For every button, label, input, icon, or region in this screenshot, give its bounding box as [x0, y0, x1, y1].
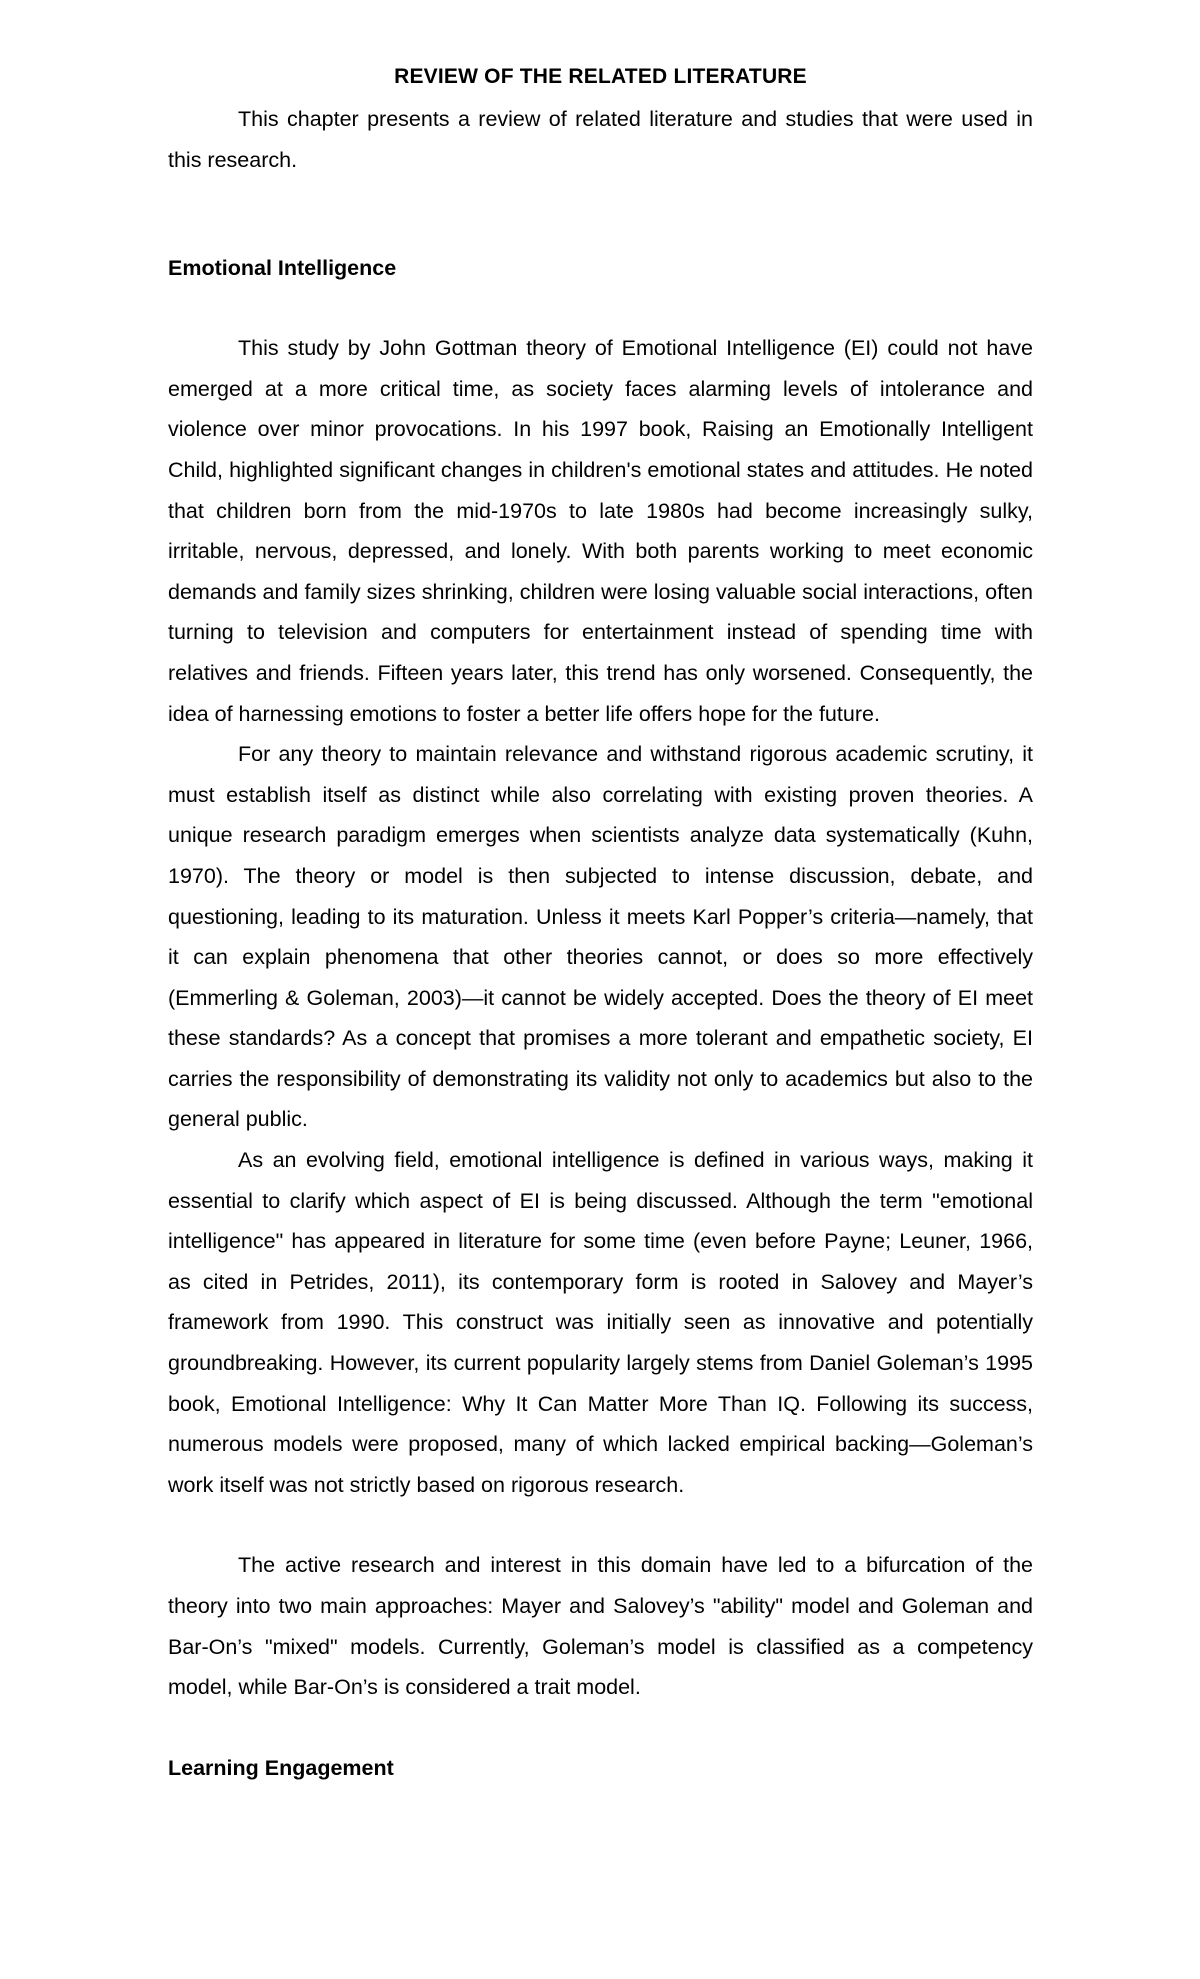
section-heading-learning-engagement: Learning Engagement: [168, 1755, 394, 1780]
paragraph: This study by John Gottman theory of Emotional Intelligence (EI) could not have emerged at a more critical time, as society faces alarming levels of intolerance and violence over minor provocations. In his 1997 book, Raising an Emotionally Intelligent Child, highlighted significant changes in children's emotional states and attitudes. He noted that children born from the mid-1970s to late 1980s had become increasingly sulky, irritable, nervous, depressed, and lonely. With both parents working to meet economic demands and family sizes shrinking, children were losing valuable social interactions, often turning to television and computers for entertainment instead of spending time with relatives and friends. Fifteen years later, this trend has only worsened. Consequently, the idea of harnessing emotions to foster a better life offers hope for the future.: [168, 336, 1033, 726]
section-heading-emotional-intelligence: Emotional Intelligence: [168, 256, 397, 281]
intro-paragraph: This chapter presents a review of related literature and studies that were used in this research.: [168, 107, 1033, 172]
page-content: [168, 60, 1033, 1788]
paragraph: As an evolving field, emotional intelligence is defined in various ways, making it essential to clarify which aspect of EI is being discussed. Although the term "emotional intelligence" has appeared in literature for some time (even before Payne; Leuner, 1966, as cited in Petrides, 2011), its contemporary form is rooted in Salovey and Mayer’s framework from 1990. This construct was initially seen as innovative and potentially groundbreaking. However, its current popularity largely stems from Daniel Goleman’s 1995 book, Emotional Intelligence: Why It Can Matter More Than IQ. Following its success, numerous models were proposed, many of which lacked empirical backing—Goleman’s work itself was not strictly based on rigorous research.: [168, 1148, 1033, 1497]
page-title: REVIEW OF THE RELATED LITERATURE: [394, 65, 807, 88]
paragraph: The active research and interest in this domain have led to a bifurcation of the theory into two main approaches: Mayer and Salovey’s "ability" model and Goleman and Bar-On’s "mixed" models. Currently, Goleman’s model is classified as a competency model, while Bar-On’s is considered a trait model.: [168, 1553, 1033, 1700]
paragraph: For any theory to maintain relevance and withstand rigorous academic scrutiny, it must establish itself as distinct while also correlating with existing proven theories. A unique research paradigm emerges when scientists analyze data systematically (Kuhn, 1970). The theory or model is then subjected to intense discussion, debate, and questioning, leading to its maturation. Unless it meets Karl Popper’s criteria—namely, that it can explain phenomena that other theories cannot, or does so more effectively (Emmerling & Goleman, 2003)—it cannot be widely accepted. Does the theory of EI meet these standards? As a concept that promises a more tolerant and empathetic society, EI carries the responsibility of demonstrating its validity not only to academics but also to the general public.: [168, 742, 1033, 1132]
